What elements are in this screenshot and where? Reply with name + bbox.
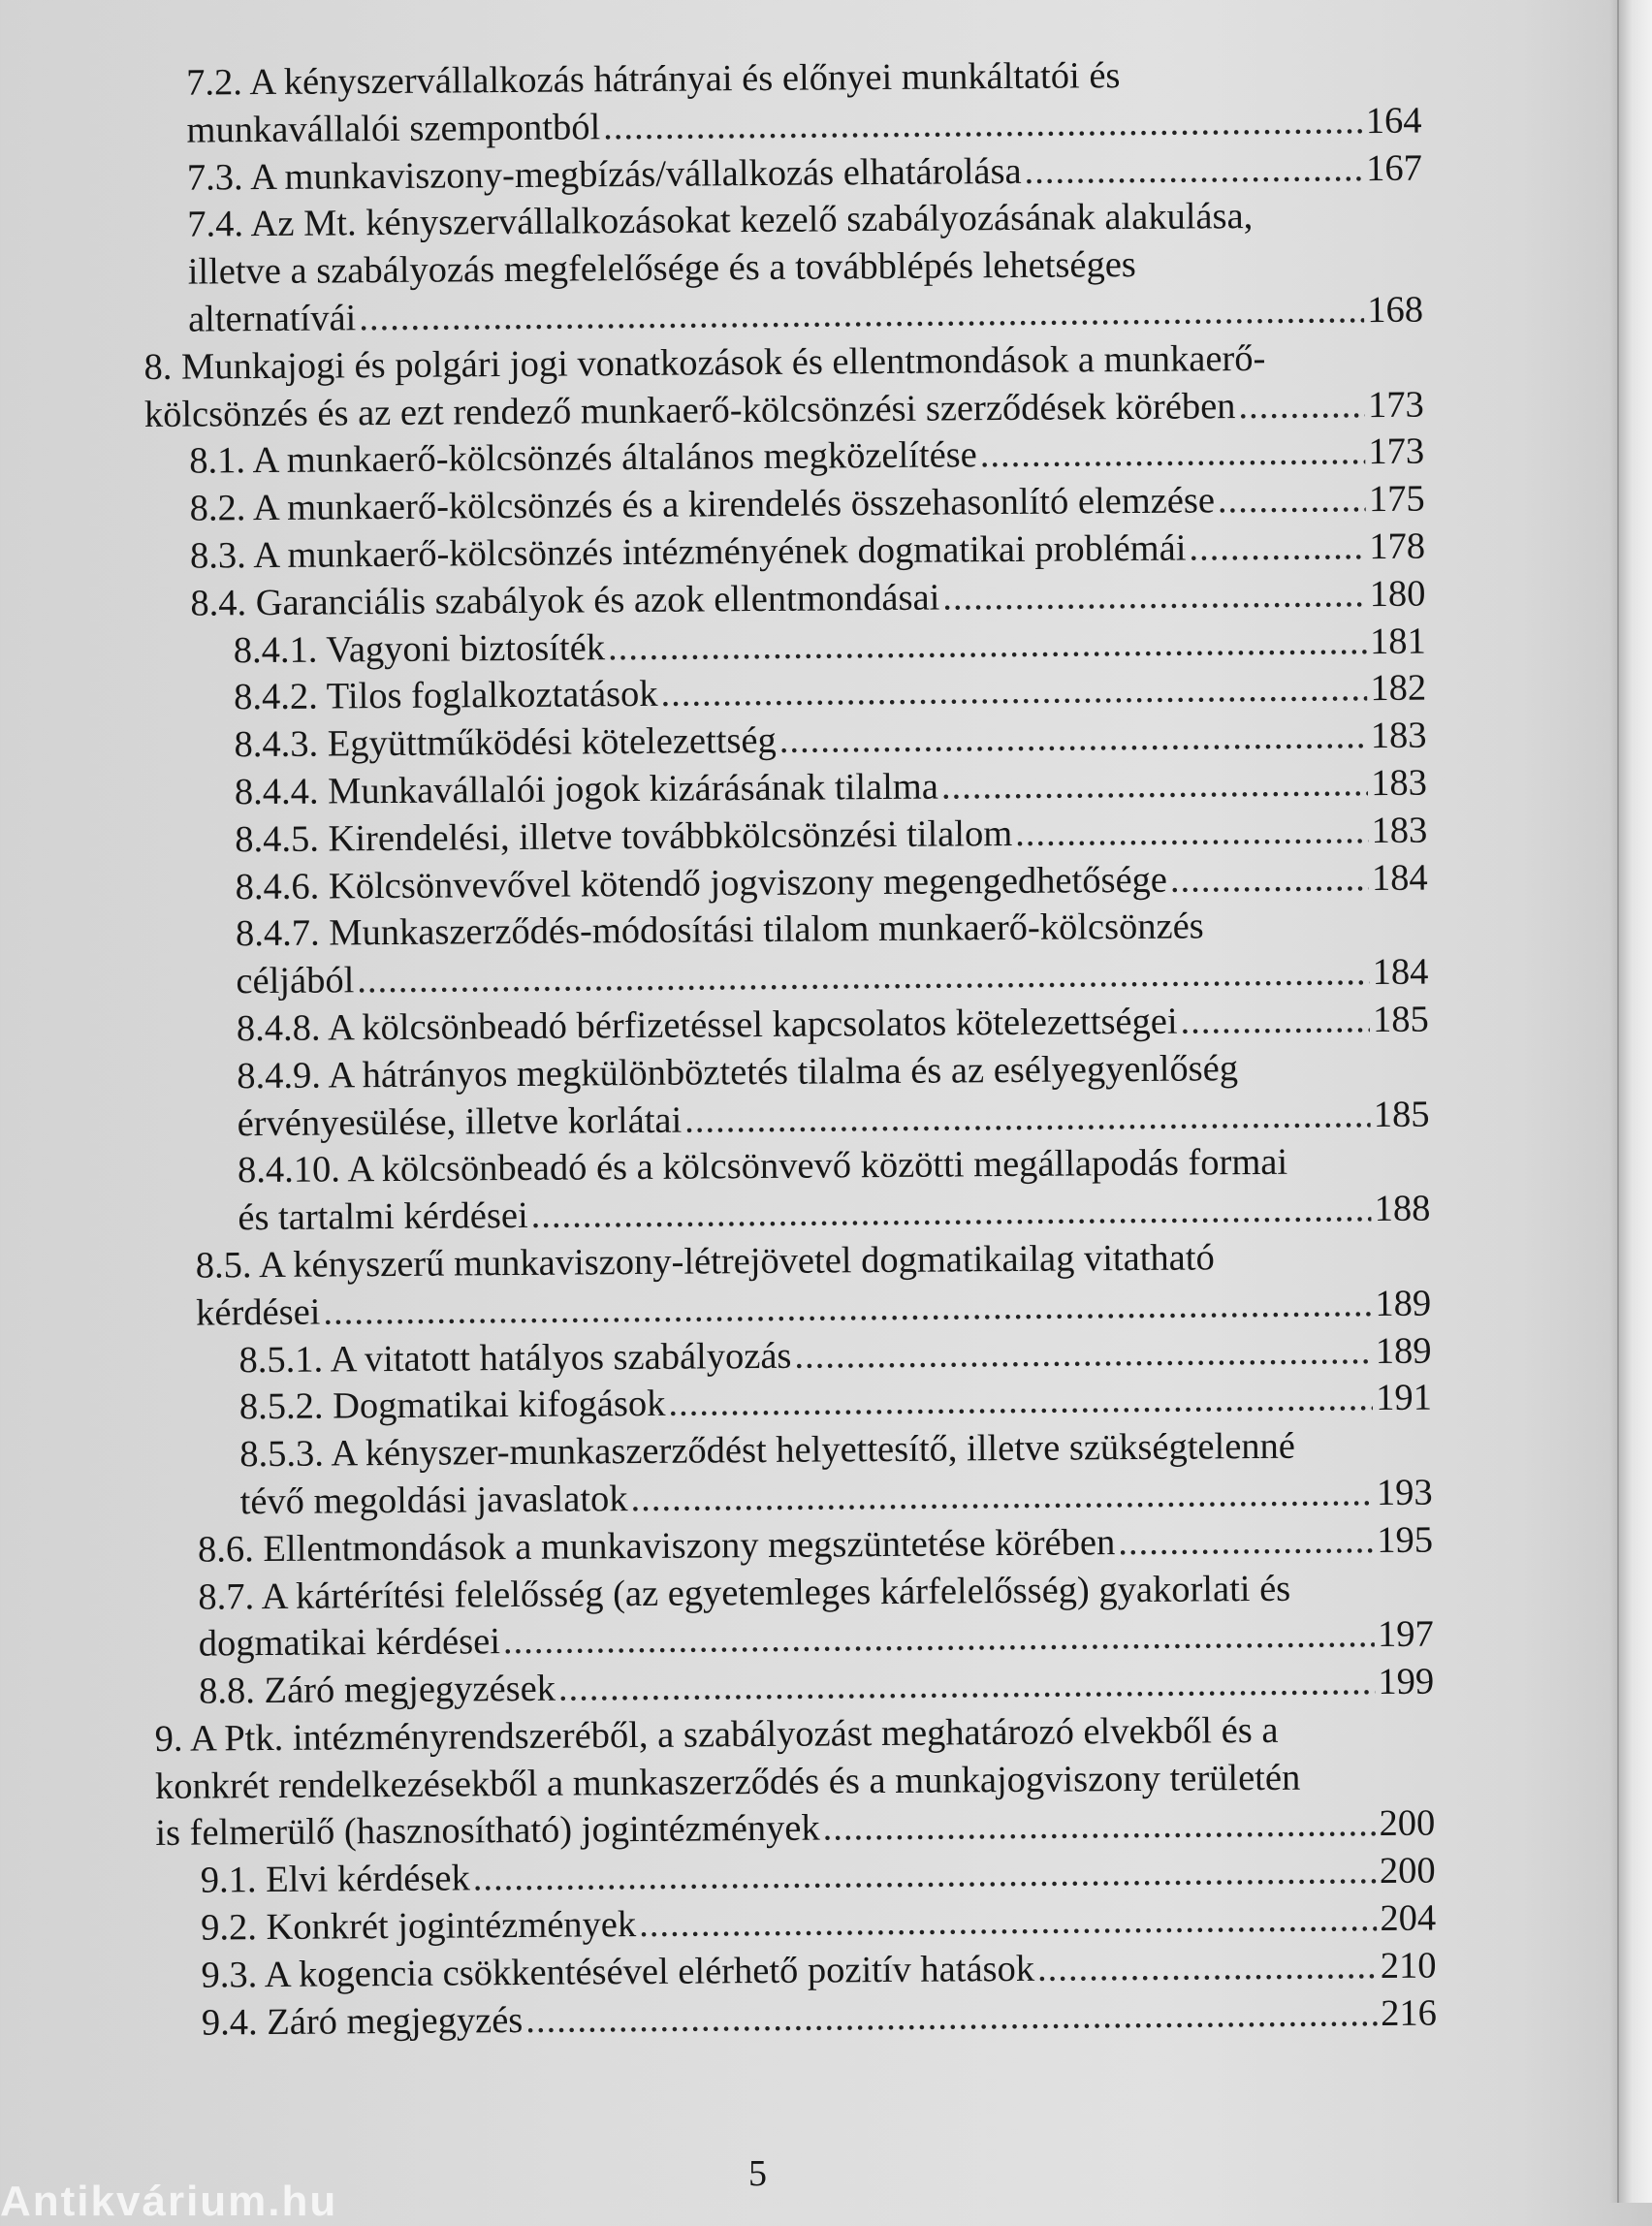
dot-leader: [1170, 855, 1369, 904]
toc-entry-title: 8.3. A munkaerő-kölcsönzés intézményének dogmatikai problémái: [189, 527, 1187, 577]
toc-page-number: 199: [1378, 1661, 1435, 1703]
toc-entry-line: 8.4.7. Munkaszerződés-módosítási tilalom munkaerő-kölcsönzés: [235, 906, 1204, 955]
toc-entry-final-line: [237, 997, 1429, 1053]
toc-entry: [151, 1233, 1432, 1338]
toc-page-number: 183: [1370, 762, 1428, 805]
toc-entry-line: 7.2. A kényszervállalkozás hátrányai és előnyei munkáltatói és: [186, 55, 1121, 104]
toc-page-number: 204: [1380, 1897, 1437, 1940]
dot-leader: [1024, 145, 1363, 196]
dot-leader: [473, 1848, 1378, 1902]
toc-entry-final-line: [202, 1989, 1437, 2047]
dot-leader: [668, 1375, 1373, 1428]
toc-page-number: 193: [1376, 1472, 1433, 1513]
toc-entry-title: 8.5.1. A vitatott hatályos szabályozás: [238, 1335, 792, 1381]
toc-entry-title: 8.4.6. Kölcsönvevővel kötendő jogviszony megengedhetősége: [235, 859, 1168, 907]
toc-entry-line: 8.7. A kártérítési felelősség (az egyetemleges kárfelelősség) gyakorlati és: [198, 1568, 1291, 1618]
toc-entry-title: 9.1. Elvi kérdések: [200, 1858, 470, 1901]
toc-entry-title: 8.4. Garanciális szabályok és azok ellentmondásai: [190, 577, 940, 624]
page-number: 5: [748, 2153, 767, 2194]
toc-page-number: 216: [1380, 1992, 1438, 2034]
toc-page-number: 183: [1370, 715, 1427, 757]
toc-page-number: 197: [1377, 1613, 1434, 1656]
toc-entry: [143, 192, 1423, 344]
dot-leader: [1238, 382, 1365, 430]
toc-page-number: 167: [1366, 147, 1423, 189]
toc-entry: [152, 1422, 1433, 1527]
toc-entry: [154, 1705, 1435, 1858]
dot-leader: [558, 1659, 1376, 1712]
toc-entry-title: 9.4. Záró megjegyzés: [201, 1999, 524, 2044]
toc-entry-title: 9.2. Konkrét jogintézmények: [200, 1904, 637, 1949]
toc-page-number: 184: [1372, 951, 1429, 994]
dot-leader: [1189, 524, 1366, 572]
toc-entry: [143, 334, 1424, 438]
watermark: Antikvárium.hu: [0, 2178, 338, 2225]
toc-page-number: 185: [1372, 999, 1429, 1040]
dot-leader: [503, 1611, 1375, 1666]
toc-entry-title: 9.3. A kogencia csökkentésével elérhető pozitív hatások: [201, 1948, 1035, 1996]
toc-entry-title: 8.4.4. Munkavállalói jogok kizárásának tilalma: [234, 766, 939, 813]
dot-leader: [608, 619, 1367, 672]
dot-leader: [531, 1186, 1372, 1240]
dot-leader: [779, 713, 1368, 765]
toc-entry-line: 9. A Ptk. intézményrendszeréből, a szabályozást meghatározó elvekből és a: [154, 1709, 1279, 1760]
toc-page-number: 188: [1374, 1188, 1431, 1230]
dot-leader: [630, 1470, 1374, 1523]
toc-page-number: 189: [1375, 1330, 1432, 1372]
dot-leader: [639, 1895, 1378, 1949]
toc-entry-title: érvényesülése, illetve korlátai: [237, 1099, 683, 1144]
toc-entry: [148, 854, 1428, 911]
toc-entry-title: 8.4.3. Együttműködési kötelezettség: [234, 720, 777, 766]
toc-entry: [153, 1564, 1434, 1669]
dot-leader: [357, 949, 1370, 1004]
toc-entry: [142, 50, 1422, 155]
toc-entry-title: 8.8. Záró megjegyzések: [199, 1668, 556, 1712]
dot-leader: [1015, 808, 1369, 858]
toc-entry-title: 8.1. A munkaerő-kölcsönzés általános megközelítése: [189, 434, 977, 483]
toc-entry-title: dogmatikai kérdései: [198, 1621, 501, 1665]
toc-page-number: 178: [1369, 525, 1426, 568]
table-of-contents: [142, 50, 1437, 2048]
dot-leader: [941, 760, 1369, 811]
toc-page-number: 164: [1365, 100, 1422, 142]
toc-page-number: 185: [1373, 1094, 1430, 1135]
toc-entry-title: munkavállalói szempontból: [186, 107, 601, 151]
dot-leader: [822, 1801, 1376, 1853]
toc-entry-title: 8.6. Ellentmondások a munkaviszony megszüntetése körében: [197, 1521, 1116, 1571]
toc-page-number: 181: [1369, 620, 1426, 662]
dot-leader: [525, 1990, 1378, 2045]
toc-entry: [157, 1989, 1437, 2047]
dot-leader: [603, 98, 1363, 151]
toc-entry-title: 8.4.1. Vagyoni biztosíték: [233, 626, 606, 671]
toc-entry: [149, 1043, 1430, 1148]
toc-entry: [150, 1138, 1431, 1243]
toc-entry-title: tévő megoldási javaslatok: [239, 1479, 628, 1523]
toc-page-number: 195: [1377, 1519, 1434, 1561]
toc-entry-title: 8.5.2. Dogmatikai kifogások: [238, 1383, 666, 1428]
toc-entry-title: kölcsönzés és az ezt rendező munkaerő-kölcsönzési szerződések körében: [143, 385, 1236, 435]
toc-entry-title: is felmerülő (hasznosítható) jogintézmények: [155, 1808, 820, 1855]
toc-entry-line: 8.5. A kényszerű munkaviszony-létrejövetel dogmatikailag vitatható: [195, 1237, 1215, 1287]
toc-entry-title: 8.4.2. Tilos foglalkoztatások: [234, 674, 658, 718]
toc-page-number: 183: [1371, 810, 1428, 851]
toc-page-number: 200: [1379, 1803, 1436, 1845]
toc-entry-line: 8.4.9. A hátrányos megkülönböztetés tilalma és az esélyegyenlőség: [237, 1047, 1239, 1097]
toc-entry-line: konkrét rendelkezésekből a munkaszerződés és a munkajogviszony területén: [154, 1757, 1301, 1807]
toc-page-number: 182: [1370, 667, 1427, 710]
toc-entry-line: 7.4. Az Mt. kényszervállalkozásokat kezelő szabályozásának alakulása,: [187, 196, 1254, 246]
toc-entry-final-line: [236, 854, 1428, 910]
toc-page-number: 173: [1367, 384, 1424, 426]
dot-leader: [660, 665, 1367, 718]
facing-page-edge: [1617, 0, 1652, 2203]
toc-entry-title: 8.4.8. A kölcsönbeadó bérfizetéssel kapcsolatos kötelezettségei: [236, 1001, 1178, 1050]
dot-leader: [980, 429, 1366, 479]
toc-entry-title: és tartalmi kérdései: [238, 1195, 528, 1239]
toc-page-number: 189: [1375, 1283, 1432, 1324]
toc-entry-title: céljából: [236, 960, 355, 1002]
toc-page-number: 210: [1380, 1945, 1437, 1987]
toc-page-number: 173: [1368, 430, 1425, 473]
dot-leader: [684, 1092, 1371, 1144]
toc-entry-final-line: [238, 1186, 1430, 1242]
toc-page-number: 175: [1368, 478, 1425, 521]
dot-leader: [1037, 1943, 1378, 1993]
dot-leader: [1218, 476, 1366, 525]
toc-entry-line: 8. Munkajogi és polgári jogi vonatkozások és ellentmondások a munkaerő-: [143, 337, 1266, 388]
toc-entry-title: 8.4.5. Kirendelési, illetve továbbkölcsönzési tilalom: [235, 812, 1013, 861]
dot-leader: [794, 1328, 1373, 1380]
toc-page-number: 184: [1371, 857, 1428, 899]
toc-page-number: 168: [1367, 289, 1424, 332]
dot-leader: [1118, 1517, 1374, 1567]
toc-entry-line: illetve a szabályozás megfelelősége és a továbblépés lehetséges: [187, 244, 1136, 293]
toc-entry-line: 8.5.3. A kényszer-munkaszerződést helyettesítő, illetve szükségtelenné: [239, 1425, 1296, 1476]
dot-leader: [1180, 997, 1370, 1045]
toc-entry-line: 8.4.10. A kölcsönbeadó és a kölcsönvevő közötti megállapodás formai: [237, 1142, 1288, 1192]
toc-page-number: 200: [1379, 1850, 1436, 1892]
toc-page-number: 180: [1369, 573, 1426, 615]
dot-leader: [323, 1281, 1372, 1336]
dot-leader: [942, 571, 1367, 621]
toc-entry-title: 8.2. A munkaerő-kölcsönzés és a kirendelés összehasonlító elemzése: [189, 480, 1216, 529]
toc-entry-title: 7.3. A munkaviszony-megbízás/vállalkozás elhatárolása: [186, 150, 1022, 199]
toc-entry: [148, 902, 1429, 1006]
toc-entry-title: kérdései: [195, 1291, 321, 1334]
dot-leader: [359, 287, 1364, 342]
toc-entry-title: alternatívái: [187, 298, 357, 340]
toc-page-number: 191: [1375, 1377, 1433, 1419]
